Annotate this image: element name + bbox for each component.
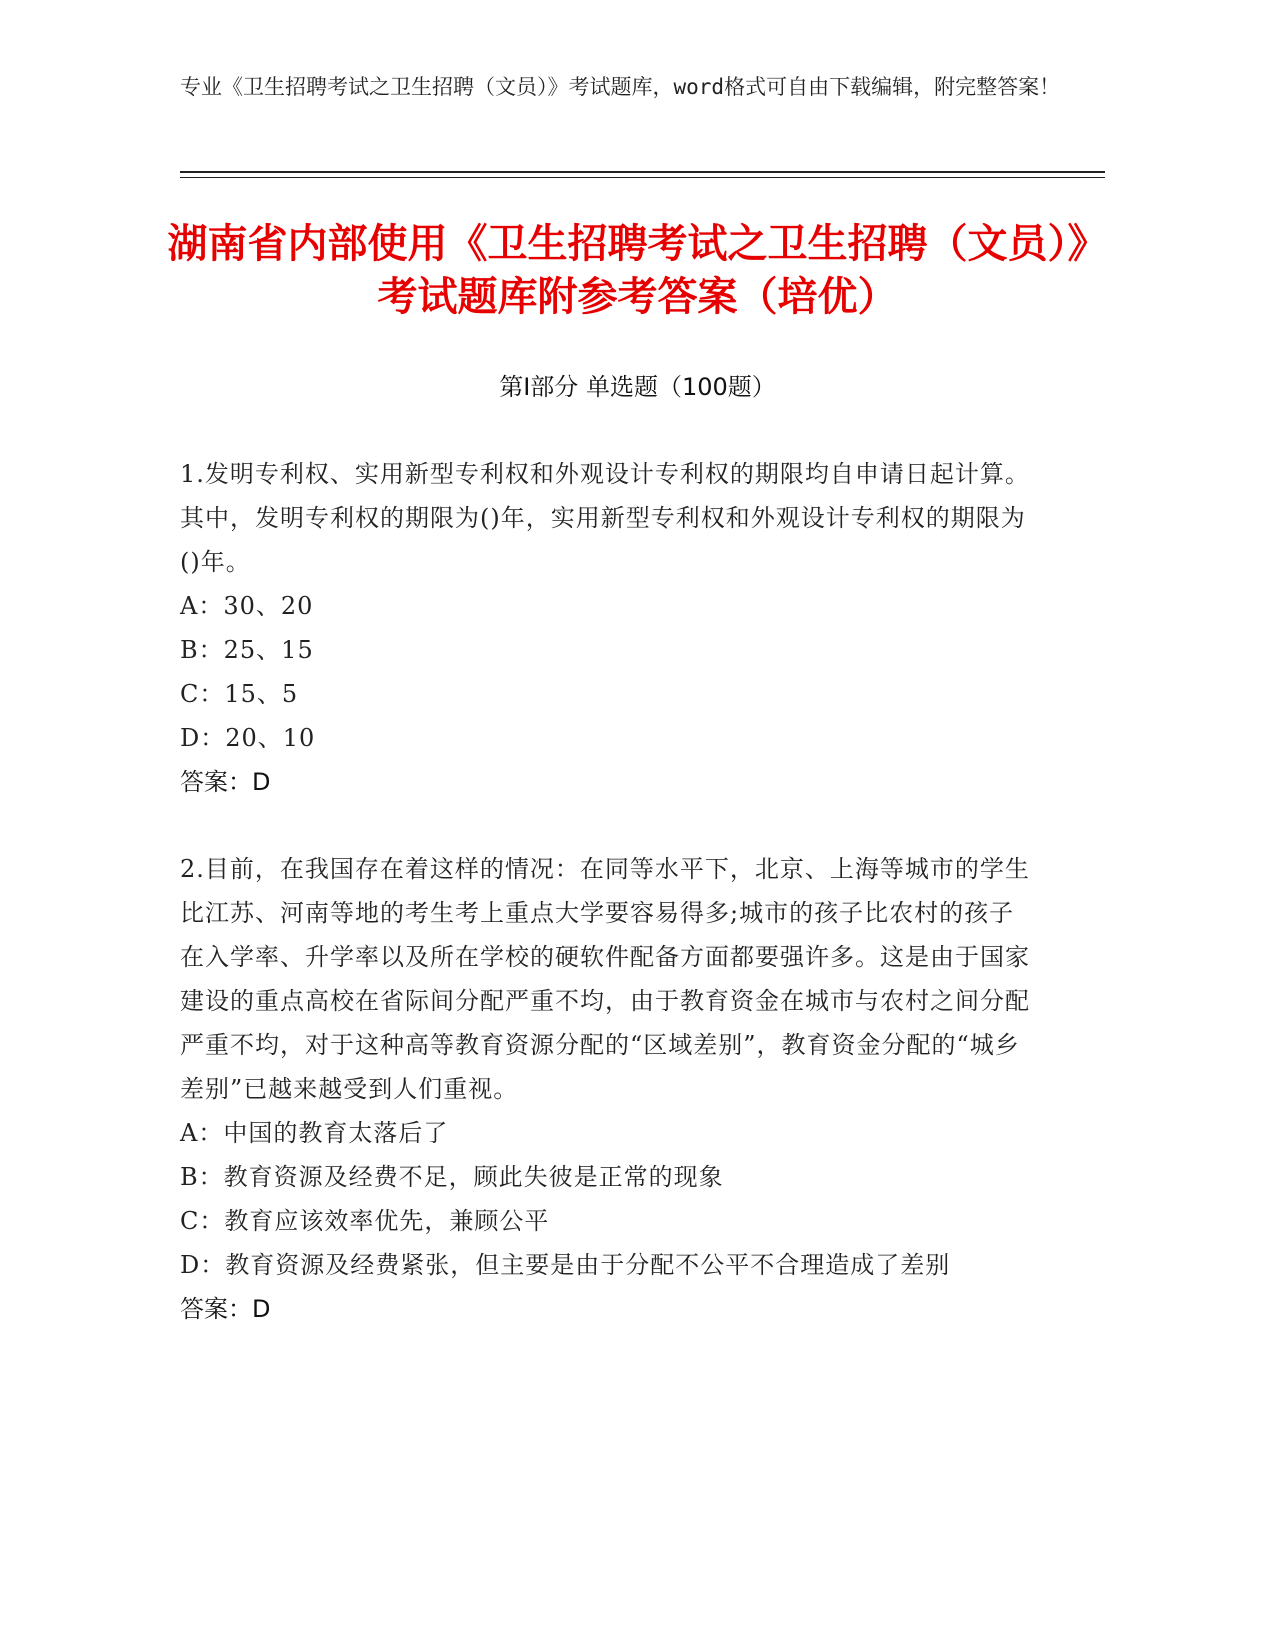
header-rule-thick [180,171,1105,173]
answer: 答案：D [180,1295,271,1323]
header-rule-thin [180,177,1105,178]
option-d: D：20、10 [180,724,316,752]
option-d: D：教育资源及经费紧张，但主要是由于分配不公平不合理造成了差别 [180,1251,951,1279]
option-a: A：中国的教育太落后了 [180,1119,449,1147]
option-b: B：教育资源及经费不足，顾此失彼是正常的现象 [180,1163,724,1191]
question-stem: 1.发明专利权、实用新型专利权和外观设计专利权的期限均自申请日起计算。其中，发明专利权的期限为()年，实用新型专利权和外观设计专利权的期限为()年。 [180,460,1030,576]
option-a: A：30、20 [180,592,314,620]
option-b: B：25、15 [180,636,314,664]
question-1 [180,452,1030,804]
document-title: 湖南省内部使用《卫生招聘考试之卫生招聘（文员）》考试题库附参考答案（培优） [167,221,1108,320]
section-title: 第Ⅰ部分 单选题（100题） [499,373,776,401]
question-2 [180,847,1030,1331]
question-stem: 2.目前，在我国存在着这样的情况：在同等水平下，北京、上海等城市的学生比江苏、河南等地的考生考上重点大学要容易得多;城市的孩子比农村的孩子在入学率、升学率以及所在学校的硬软件配备方面都要强许多。这是由于国家建设的重点高校在省际间分配严重不均，由于教育资金在城市与农村之间分配严重不均，对于这种高等教育资源分配的“区域差别”，教育资金分配的“城乡差别”已越来越受到人们重视。 [180,855,1030,1103]
option-c: C：15、5 [180,680,299,708]
option-c: C：教育应该效率优先，兼顾公平 [180,1207,550,1235]
header-note: 专业《卫生招聘考试之卫生招聘（文员）》考试题库，word格式可自由下载编辑，附完整答案！ [180,75,1061,99]
answer: 答案：D [180,768,271,796]
